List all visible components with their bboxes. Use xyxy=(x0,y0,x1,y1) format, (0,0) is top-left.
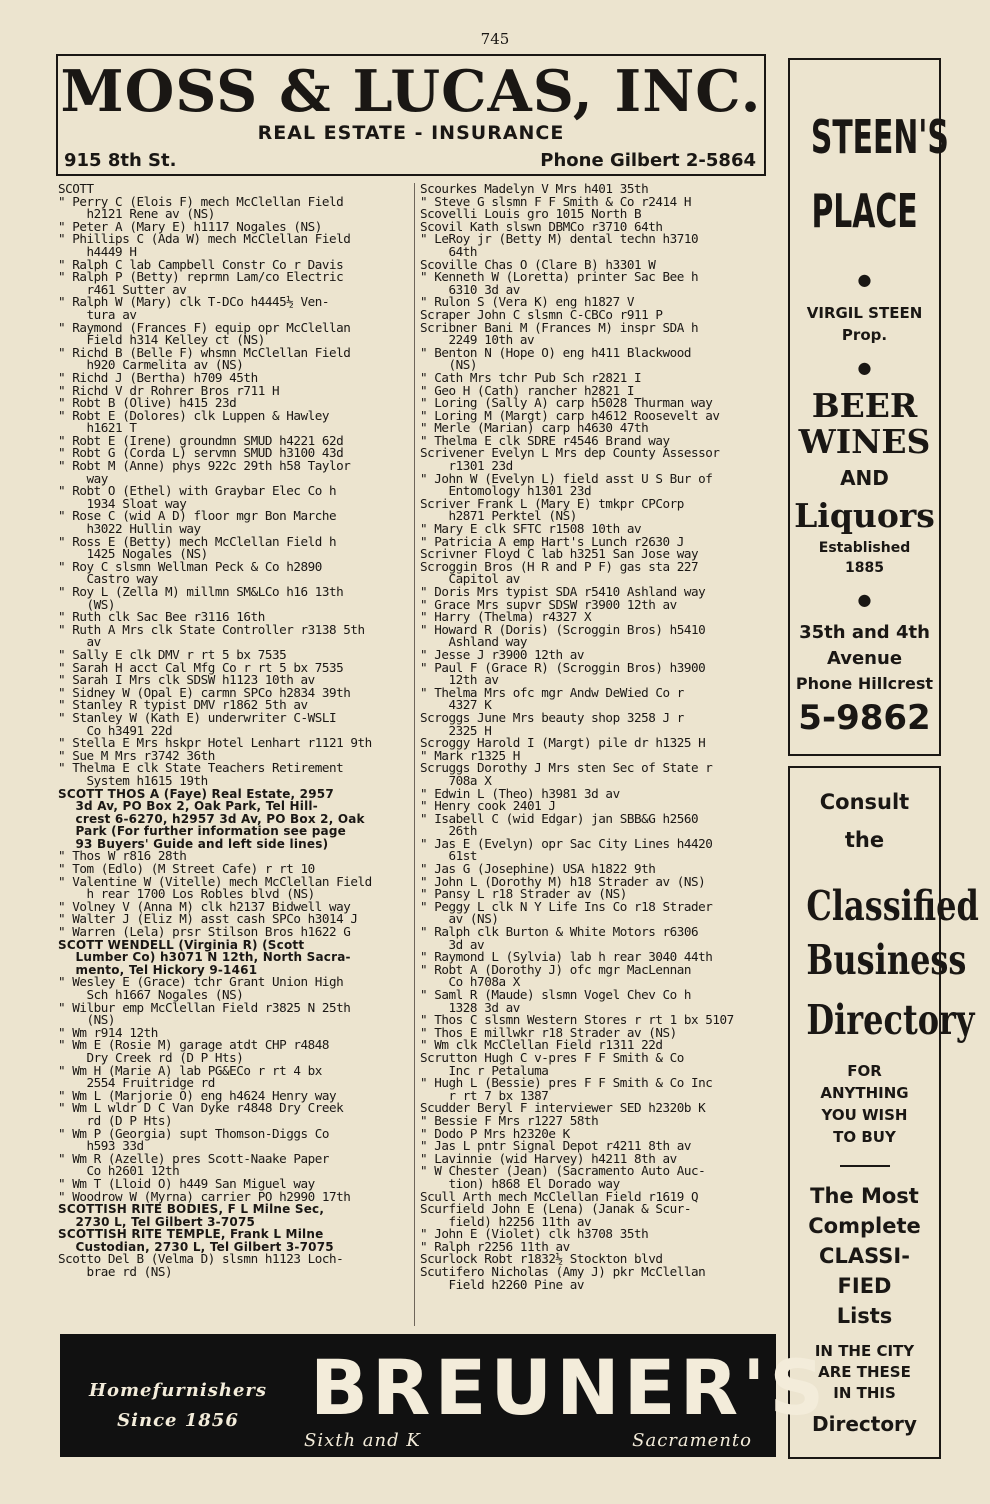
listing-line: Scribner Bani M (Frances M) inspr SDA h xyxy=(420,319,699,335)
in-the-city-line: IN THE CITY xyxy=(814,1342,915,1360)
listing-line: Scull Arth mech McClellan Field r1619 Q xyxy=(420,1188,699,1204)
listing-line: " Tom (Edlo) (M Street Cafe) r rt 10 xyxy=(58,861,315,877)
listing-line: " Richd B (Belle F) whsmn McClellan Field xyxy=(58,344,351,360)
listing-line: Scoville Chas O (Clare B) h3301 W xyxy=(420,256,656,272)
listing-line: h593 33d xyxy=(58,1138,144,1154)
listing-line: " Wm E (Rosie M) garage atdt CHP r4848 xyxy=(58,1037,330,1053)
listing-line: " Lavinnie (wid Harvey) h4211 8th av xyxy=(420,1150,677,1166)
listing-line: mento, Tel Hickory 9-1461 xyxy=(58,962,258,977)
listing-line: Scovelli Louis gro 1015 North B xyxy=(420,206,642,222)
listing-line: h rear 1700 Los Robles blvd (NS) xyxy=(58,886,315,902)
listing-line: 93 Buyers' Guide and left side lines) xyxy=(58,836,329,851)
listing-line: " Wm T (Lloid O) h449 San Miguel way xyxy=(58,1175,315,1191)
listing-line: Co h708a X xyxy=(420,974,520,990)
breuner-city: Sacramento xyxy=(632,1430,752,1451)
listing-line: " Stanley R typist DMV r1862 5th av xyxy=(58,697,308,713)
steen-established: Established xyxy=(818,540,911,556)
business-word: Business xyxy=(806,936,967,984)
listing-line: " Ralph clk Burton & White Motors r6306 xyxy=(420,924,699,940)
listing-line: " Jas E (Evelyn) opr Sac City Lines h4420 xyxy=(420,835,713,851)
listing-line: " Richd V dr Rohrer Bros r711 H xyxy=(58,382,280,398)
listing-line: " Robt E (Irene) groundmn SMUD h4221 62d xyxy=(58,432,344,448)
steen-address-1: 35th and 4th xyxy=(799,622,930,643)
steen-wines: WINES xyxy=(798,422,931,461)
listing-line: " Benton N (Hope O) eng h411 Blackwood xyxy=(420,344,692,360)
listing-line: 2554 Fruitridge rd xyxy=(58,1075,215,1091)
listing-line: " Jas L pntr Signal Depot r4211 8th av xyxy=(420,1138,692,1154)
breuner-tagline-2: Since 1856 xyxy=(117,1410,239,1431)
you-wish-line: YOU WISH xyxy=(821,1106,908,1124)
listing-line: " Grace Mrs supvr SDSW r3900 12th av xyxy=(420,596,677,612)
listing-line: " Sue M Mrs r3742 36th xyxy=(58,747,215,763)
listing-line: " Mary E clk SFTC r1508 10th av xyxy=(420,521,642,537)
listing-line: " Ruth clk Sac Bee r3116 16th xyxy=(58,609,265,625)
listing-line: 64th xyxy=(420,243,478,259)
listing-line: " Robt A (Dorothy J) ofc mgr MacLennan xyxy=(420,961,692,977)
moss-address: 915 8th St. xyxy=(64,150,177,171)
directory-line: Directory xyxy=(812,1412,917,1436)
fied-line: FIED xyxy=(837,1274,892,1298)
listing-line: " W Chester (Jean) (Sacramento Auto Auc- xyxy=(420,1163,706,1179)
listing-line: av xyxy=(58,634,101,650)
listing-line: Custodian, 2730 L, Tel Gilbert 3-7075 xyxy=(58,1239,334,1254)
steen-name xyxy=(810,100,949,248)
listing-line: " Kenneth W (Loretta) printer Sac Bee h xyxy=(420,269,699,285)
listing-line: SCOTTISH RITE TEMPLE, Frank L Milne xyxy=(58,1227,324,1242)
listing-line: Scutifero Nicholas (Amy J) pkr McClellan xyxy=(420,1264,706,1280)
listing-line: SCOTT WENDELL (Virginia R) (Scott xyxy=(58,937,305,952)
anything-line: ANYTHING xyxy=(820,1084,909,1102)
listing-line: way xyxy=(58,470,108,486)
listing-line: Co h2601 12th xyxy=(58,1163,180,1179)
listing-line: " Phillips C (Ada W) mech McClellan Field xyxy=(58,231,351,247)
listing-line: " Ralph C lab Campbell Constr Co r Davis xyxy=(58,256,344,272)
listing-line: " Peggy L clk N Y Life Ins Co r18 Strader xyxy=(420,898,713,914)
listing-line: " Sidney W (Opal E) carmn SPCo h2834 39th xyxy=(58,684,351,700)
listing-line: " Dodo P Mrs h2320e K xyxy=(420,1125,570,1141)
listing-line: " Raymond (Frances F) equip opr McClellan xyxy=(58,319,351,335)
listing-line: " Thelma E clk SDRE r4546 Brand way xyxy=(420,432,670,448)
listing-line: " Thelma E clk State Teachers Retirement xyxy=(58,760,344,776)
listing-line: " Thos C slsmn Western Stores r rt 1 bx 5107 xyxy=(420,1012,734,1028)
listing-line: " Sally E clk DMV r rt 5 bx 7535 xyxy=(58,646,287,662)
listing-line: " Ralph r2256 11th av xyxy=(420,1238,570,1254)
listing-line: h920 Carmelita av (NS) xyxy=(58,357,244,373)
moss-phone: Phone Gilbert 2-5864 xyxy=(540,150,756,171)
listing-line: SCOTT xyxy=(58,181,94,196)
listing-line: " Wm L (Marjorie O) eng h4624 Henry way xyxy=(58,1087,337,1103)
classified-consult: Consult xyxy=(819,790,910,814)
listing-line: r1301 23d xyxy=(420,458,513,474)
listing-line: tion) h868 El Dorado way xyxy=(420,1175,620,1191)
listing-line: " Ralph P (Betty) reprmn Lam/co Electric xyxy=(58,269,344,285)
breuners-ad xyxy=(60,1334,829,1457)
listing-line: " Warren (Lela) prsr Stilson Bros h1622 G xyxy=(58,924,351,940)
classified-the: the xyxy=(844,828,885,852)
listing-line: h1621 T xyxy=(58,420,137,436)
steen-phone-label: Phone Hillcrest xyxy=(795,674,934,693)
listing-line: " Rulon S (Vera K) eng h1827 V xyxy=(420,294,634,310)
listing-line: " John W (Evelyn L) field asst U S Bur of xyxy=(420,470,713,486)
most-line: The Most xyxy=(810,1184,919,1208)
listing-line: " Volney V (Anna M) clk h2137 Bidwell way xyxy=(58,898,351,914)
listing-line: " Hugh L (Bessie) pres F F Smith & Co Inc xyxy=(420,1075,713,1091)
listing-line: Scrivener Evelyn L Mrs dep County Assessor xyxy=(420,445,720,461)
listing-line: 61st xyxy=(420,848,478,864)
listing-line: " Saml R (Maude) slsmn Vogel Chev Co h xyxy=(420,987,692,1002)
are-these-line: ARE THESE xyxy=(818,1363,911,1381)
column-divider xyxy=(414,183,415,1326)
listing-line: 12th av xyxy=(420,672,499,688)
listing-line: " Steve G slsmn F F Smith & Co r2414 H xyxy=(420,193,692,209)
listing-line: brae rd (NS) xyxy=(58,1264,173,1280)
steen-beer: BEER xyxy=(811,386,918,425)
lists-line: Lists xyxy=(836,1304,893,1328)
listing-line: (NS) xyxy=(420,357,478,373)
listing-line: 3d av xyxy=(420,936,485,952)
listing-line: " Pansy L r18 Strader av (NS) xyxy=(420,886,627,902)
listing-line: " Robt E (Dolores) clk Luppen & Hawley xyxy=(58,407,330,423)
steen-owner-title: Prop. xyxy=(841,326,888,344)
steen-address-2: Avenue xyxy=(826,648,903,669)
listing-line: Field h2260 Pine av xyxy=(420,1276,585,1292)
listing-line: Scroggy Harold I (Margt) pile dr h1325 H xyxy=(420,735,706,751)
listing-line: Scovil Kath slswn DBMCo r3710 64th xyxy=(420,218,663,234)
listing-line: " Wilbur emp McClellan Field r3825 N 25th xyxy=(58,999,351,1015)
listing-line: " Wm R (Azelle) pres Scott-Naake Paper xyxy=(58,1150,330,1166)
listing-line: Sch h1667 Nogales (NS) xyxy=(58,987,244,1002)
listing-line: " Loring (Sally A) carp h5028 Thurman way xyxy=(420,395,713,411)
listing-line: 1934 Sloat way xyxy=(58,495,187,511)
listing-line: tura av xyxy=(58,306,137,322)
listing-line: Castro way xyxy=(58,571,158,587)
listing-line: " Thos E millwkr r18 Strader av (NS) xyxy=(420,1024,677,1040)
listing-line: " John E (Violet) clk h3708 35th xyxy=(420,1226,649,1242)
listing-line: h2121 Rene av (NS) xyxy=(58,206,215,222)
listing-line: 6310 3d av xyxy=(420,281,520,297)
moss-subtitle: REAL ESTATE - INSURANCE xyxy=(257,122,565,144)
listing-line: Inc r Petaluma xyxy=(420,1062,549,1078)
classified-word: Classified xyxy=(806,882,979,930)
listing-line: " Valentine W (Vitelle) mech McClellan Field xyxy=(58,873,372,889)
listing-line: 2325 H xyxy=(420,722,492,738)
listing-line: rd (D P Hts) xyxy=(58,1112,173,1128)
listing-line: 2249 10th av xyxy=(420,332,535,348)
listing-line: Scurlock Robt r1832½ Stockton blvd xyxy=(420,1251,663,1267)
listing-line: Scourkes Madelyn V Mrs h401 35th xyxy=(420,181,649,196)
bullet-dot: ● xyxy=(857,270,872,289)
listing-line: crest 6-6270, h2957 3d Av, PO Box 2, Oak xyxy=(58,811,365,826)
listing-line: av (NS) xyxy=(420,911,499,927)
listing-line: " Merle (Marian) carp h4630 47th xyxy=(420,420,649,436)
listing-line: " Doris Mrs typist SDA r5410 Ashland way xyxy=(420,584,706,599)
steen-name-line2: PLACE xyxy=(811,184,918,238)
listing-line: (NS) xyxy=(58,1012,116,1028)
listing-line: " Wm H (Marie A) lab PG&ECo r rt 4 bx xyxy=(58,1062,322,1078)
classi-line: CLASSI- xyxy=(819,1244,910,1268)
listing-line: " Wm r914 12th xyxy=(58,1024,158,1040)
listing-line: " Thos W r816 28th xyxy=(58,848,187,864)
listing-line: " Patricia A emp Hart's Lunch r2630 J xyxy=(420,533,684,549)
listing-line: " Isabell C (wid Edgar) jan SBB&G h2560 xyxy=(420,810,699,826)
listing-line: " Walter J (Eliz M) asst cash SPCo h3014 J xyxy=(58,911,358,927)
breuner-tagline-1: Homefurnishers xyxy=(88,1380,268,1401)
listing-line: Lumber Co) h3071 N 12th, North Sacra- xyxy=(58,950,351,965)
listing-line: " Ruth A Mrs clk State Controller r3138 5th xyxy=(58,621,365,637)
listing-line: Scroggs June Mrs beauty shop 3258 J r xyxy=(420,709,684,725)
listing-line: SCOTT THOS A (Faye) Real Estate, 2957 xyxy=(58,786,334,801)
listing-line: h4449 H xyxy=(58,243,137,259)
listing-line: 708a X xyxy=(420,772,492,788)
listing-line: " Harry (Thelma) r4327 X xyxy=(420,609,592,625)
breuner-location: Sixth and K xyxy=(304,1430,421,1451)
listing-line: " Robt G (Corda L) servmn SMUD h3100 43d xyxy=(58,445,344,461)
listing-line: " Bessie F Mrs r1227 58th xyxy=(420,1112,599,1128)
listing-line: field) h2256 11th av xyxy=(420,1213,592,1229)
listing-line: " Thelma Mrs ofc mgr Andw DeWied Co r xyxy=(420,684,684,700)
listing-line: " Sarah H acct Cal Mfg Co r rt 5 bx 7535 xyxy=(58,659,344,675)
listing-line: Park (For further information see page xyxy=(58,824,346,839)
listing-line: " Wm L wldr D C Van Dyke r4848 Dry Creek xyxy=(58,1100,344,1116)
moss-title: MOSS & LUCAS, INC. xyxy=(60,58,762,125)
listing-line: " Roy C slsmn Wellman Peck & Co h2890 xyxy=(58,558,322,574)
listing-line: Dry Creek rd (D P Hts) xyxy=(58,1049,244,1065)
listing-column-left xyxy=(58,183,418,1279)
listing-line: Scroggin Bros (H R and P F) gas sta 227 xyxy=(420,558,699,574)
listing-line: " Ross E (Betty) mech McClellan Field h xyxy=(58,533,337,549)
listing-line: " Wm clk McClellan Field r1311 22d xyxy=(420,1037,663,1053)
listing-line: " Sarah I Mrs clk SDSW h1123 10th av xyxy=(58,672,315,688)
listing-line: " Cath Mrs tchr Pub Sch r2821 I xyxy=(420,369,642,385)
bullet-dot: ● xyxy=(857,358,872,377)
moss-lucas-ad xyxy=(56,54,766,176)
steen-liquors: Liquors xyxy=(794,496,935,535)
listing-line: " Howard R (Doris) (Scroggin Bros) h5410 xyxy=(420,621,706,637)
in-this-line: IN THIS xyxy=(833,1384,896,1402)
listing-line: Scraper John C slsmn C-CBCo r911 P xyxy=(420,306,663,322)
listing-line: " Roy L (Zella M) millmn SM&LCo h16 13th xyxy=(58,584,344,599)
listing-line: 4327 K xyxy=(420,697,492,713)
steen-name-line1: STEEN'S xyxy=(810,110,949,164)
complete-line: Complete xyxy=(808,1214,921,1238)
listing-line: 1425 Nogales (NS) xyxy=(58,546,208,562)
listing-line: " Edwin L (Theo) h3981 3d av xyxy=(420,785,620,801)
steen-phone-number: 5-9862 xyxy=(798,698,931,738)
listing-line: " Jas G (Josephine) USA h1822 9th xyxy=(420,861,656,877)
listing-line: " Robt B (Olive) h415 23d xyxy=(58,395,237,411)
steens-place-ad xyxy=(788,58,949,756)
listing-line: " Peter A (Mary E) h1117 Nogales (NS) xyxy=(58,218,322,234)
listing-line: " Mark r1325 H xyxy=(420,747,520,763)
breuner-name: BREUNER'S xyxy=(310,1343,829,1432)
listing-line: Co h3491 22d xyxy=(58,722,173,738)
listing-line: " Wesley E (Grace) tchr Grant Union High xyxy=(58,974,344,990)
listing-line: " John L (Dorothy M) h18 Strader av (NS) xyxy=(420,873,706,889)
listing-line: Scudder Beryl F interviewer SED h2320b K xyxy=(420,1100,706,1116)
steen-owner: VIRGIL STEEN xyxy=(806,304,923,322)
listing-line: " Stella E Mrs hskpr Hotel Lenhart r1121 9th xyxy=(58,735,372,751)
listing-line: " Robt M (Anne) phys 922c 29th h58 Taylor xyxy=(58,458,351,474)
listing-line: " Richd J (Bertha) h709 45th xyxy=(58,369,258,385)
for-line: FOR xyxy=(847,1062,882,1080)
listing-line: SCOTTISH RITE BODIES, F L Milne Sec, xyxy=(58,1202,325,1217)
bullet-dot: ● xyxy=(857,590,872,609)
listing-line: 26th xyxy=(420,823,478,839)
listing-line: " Stanley W (Kath E) underwriter C-WSLI xyxy=(58,709,337,725)
listing-line: " LeRoy jr (Betty M) dental techn h3710 xyxy=(420,231,699,247)
listing-line: " Geo H (Cath) rancher h2821 I xyxy=(420,382,634,398)
listing-line: " Raymond L (Sylvia) lab h rear 3040 44th xyxy=(420,949,713,965)
listing-line: Ashland way xyxy=(420,634,527,650)
listing-line: Field h314 Kelley ct (NS) xyxy=(58,332,265,348)
listing-line: (WS) xyxy=(58,596,116,612)
steen-and: AND xyxy=(840,466,889,490)
listing-line: r rt 7 bx 1387 xyxy=(420,1087,549,1103)
listing-line: " Perry C (Elois F) mech McClellan Field xyxy=(58,193,344,209)
separator-rule xyxy=(840,1165,890,1167)
listing-line: 3d Av, PO Box 2, Oak Park, Tel Hill- xyxy=(58,799,318,814)
listing-line: " Jesse J r3900 12th av xyxy=(420,646,585,662)
listing-line: Scruggs Dorothy J Mrs sten Sec of State r xyxy=(420,760,713,776)
listing-line: Entomology h1301 23d xyxy=(420,483,592,499)
listing-line: " Henry cook 2401 J xyxy=(420,798,556,814)
listing-line: h2871 Perktel (NS) xyxy=(420,508,577,524)
listing-line: Scrutton Hugh C v-pres F F Smith & Co xyxy=(420,1049,684,1065)
listing-line: Scriver Frank L (Mary E) tmkpr CPCorp xyxy=(420,495,684,511)
listing-line: Capitol av xyxy=(420,571,520,587)
listing-line: Scrivner Floyd C lab h3251 San Jose way xyxy=(420,546,699,562)
steen-year: 1885 xyxy=(845,560,884,576)
listing-line: " Wm P (Georgia) supt Thomson-Diggs Co xyxy=(58,1125,330,1141)
listing-line: System h1615 19th xyxy=(58,772,208,788)
listing-line: " Woodrow W (Myrna) carrier PO h2990 17th xyxy=(58,1188,351,1204)
listing-line: " Robt O (Ethel) with Graybar Elec Co h xyxy=(58,483,337,499)
page-number: 745 xyxy=(480,30,510,48)
listing-line: " Ralph W (Mary) clk T-DCo h4445½ Ven- xyxy=(58,294,330,310)
listing-line: " Loring M (Margt) carp h4612 Roosevelt av xyxy=(420,407,720,423)
listing-column-right xyxy=(420,183,780,1291)
listing-line: " Rose C (wid A D) floor mgr Bon Marche xyxy=(58,508,337,524)
listing-line: 1328 3d av xyxy=(420,999,520,1015)
listing-line: h3022 Hullin way xyxy=(58,521,201,537)
listing-line: Scurfield John E (Lena) (Janak & Scur- xyxy=(420,1201,692,1217)
listing-line: 2730 L, Tel Gilbert 3-7075 xyxy=(58,1214,256,1229)
to-buy-line: TO BUY xyxy=(833,1128,896,1146)
directory-word: Directory xyxy=(806,996,975,1044)
listing-line: " Paul F (Grace R) (Scroggin Bros) h3900 xyxy=(420,659,706,675)
listing-line: Scotto Del B (Velma D) slsmn h1123 Loch- xyxy=(58,1251,344,1267)
listing-line: r461 Sutter av xyxy=(58,281,187,297)
